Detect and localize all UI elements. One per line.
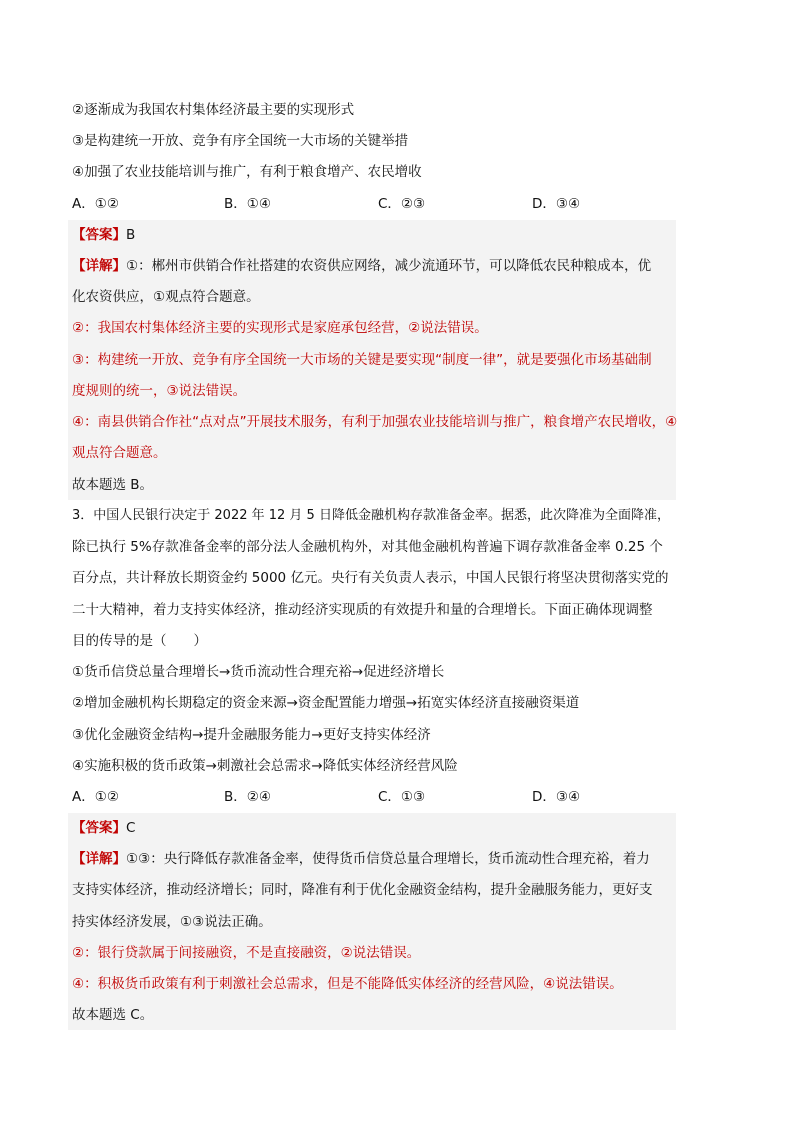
- q2-red-line-5: 观点符合题意。: [72, 445, 167, 461]
- q2-statement-3: ③是构建统一开放、竞争有序全国统一大市场的关键举措: [72, 133, 409, 149]
- q3-option-d: D．③④: [532, 789, 581, 805]
- q3-stem-line-2: 除已执行 5%存款准备金率的部分法人金融机构外，对其他金融机构普遍下调存款准备金率 0.25 个: [72, 539, 663, 555]
- q3-detail-label: 【详解】: [72, 851, 126, 867]
- q3-detail-line-1: [72, 849, 676, 869]
- q3-detail-line-2: 支持实体经济，推动经济增长；同时，降准有利于优化金融资金结构，提升金融服务能力，更好支: [72, 882, 653, 898]
- q2-statement-2: ②逐渐成为我国农村集体经济最主要的实现形式: [72, 102, 355, 118]
- q2-statement-4: ④加强了农业技能培训与推广，有利于粮食增产、农民增收: [72, 164, 422, 180]
- q2-option-b: B．①④: [224, 196, 271, 212]
- q3-answer-label: 【答案】: [72, 820, 126, 836]
- q2-detail-line-2: 化农资供应，①观点符合题意。: [72, 289, 260, 305]
- q3-stem-line-5: 目的传导的是（ ）: [72, 633, 207, 649]
- q3-red-line-1: ②：银行贷款属于间接融资，不是直接融资，②说法错误。: [72, 945, 421, 961]
- q3-stem-line-4: 二十大精神，着力支持实体经济，推动经济实现质的有效提升和量的合理增长。下面正确体现调整: [72, 602, 653, 618]
- q2-option-a: A．①②: [72, 196, 119, 212]
- q3-option-b: B．②④: [224, 789, 271, 805]
- q2-answer-value: B: [126, 227, 136, 243]
- q2-answer-label: 【答案】: [72, 227, 126, 243]
- q3-stem-line-1: 3．中国人民银行决定于 2022 年 12 月 5 日降低金融机构存款准备金率。据悉，此次降准为全面降准，: [72, 508, 670, 523]
- q3-statement-2: ②增加金融机构长期稳定的资金来源→资金配置能力增强→拓宽实体经济直接融资渠道: [72, 695, 580, 711]
- q2-red-line-1: ②：我国农村集体经济主要的实现形式是家庭承包经营，②说法错误。: [72, 320, 488, 336]
- q3-answer: [72, 818, 676, 838]
- q3-detail-text-1: ①③：央行降低存款准备金率，使得货币信贷总量合理增长，货币流动性合理充裕，着力: [126, 851, 650, 867]
- q3-detail-line-3: 持实体经济发展，①③说法正确。: [72, 914, 272, 930]
- q2-red-line-3: 度规则的统一，③说法错误。: [72, 383, 247, 399]
- q3-option-a: A．①②: [72, 789, 119, 805]
- q3-conclusion: 故本题选 C。: [72, 1007, 154, 1023]
- q2-option-c: C．②③: [378, 196, 426, 212]
- q3-statement-4: ④实施积极的货币政策→刺激社会总需求→降低实体经济经营风险: [72, 758, 458, 774]
- q3-statement-1: ①货币信贷总量合理增长→货币流动性合理充裕→促进经济增长: [72, 664, 445, 680]
- q2-red-line-4: ④：南县供销合作社“点对点”开展技术服务，有利于加强农业技能培训与推广，粮食增产农民增收，④: [72, 414, 678, 430]
- q3-red-line-2: ④：积极货币政策有利于刺激社会总需求，但是不能降低实体经济的经营风险，④说法错误。: [72, 976, 623, 992]
- q3-statement-3: ③优化金融资金结构→提升金融服务能力→更好支持实体经济: [72, 727, 431, 743]
- q3-answer-value: C: [126, 820, 136, 836]
- q2-conclusion: 故本题选 B。: [72, 477, 154, 493]
- q3-option-c: C．①③: [378, 789, 426, 805]
- q2-detail-label: 【详解】: [72, 258, 126, 274]
- q2-detail-text-1: ①：郴州市供销合作社搭建的农资供应网络，减少流通环节，可以降低农民种粮成本，优: [126, 258, 652, 274]
- q2-option-d: D．③④: [532, 196, 581, 212]
- q2-answer: [72, 225, 676, 245]
- q2-detail-line-1: [72, 256, 676, 276]
- q3-stem-line-3: 百分点，共计释放长期资金约 5000 亿元。央行有关负责人表示，中国人民银行将坚决贯彻落实党的: [72, 570, 669, 586]
- q2-red-line-2: ③：构建统一开放、竞争有序全国统一大市场的关键是要实现“制度一律”，就是要强化市场基础制: [72, 352, 652, 368]
